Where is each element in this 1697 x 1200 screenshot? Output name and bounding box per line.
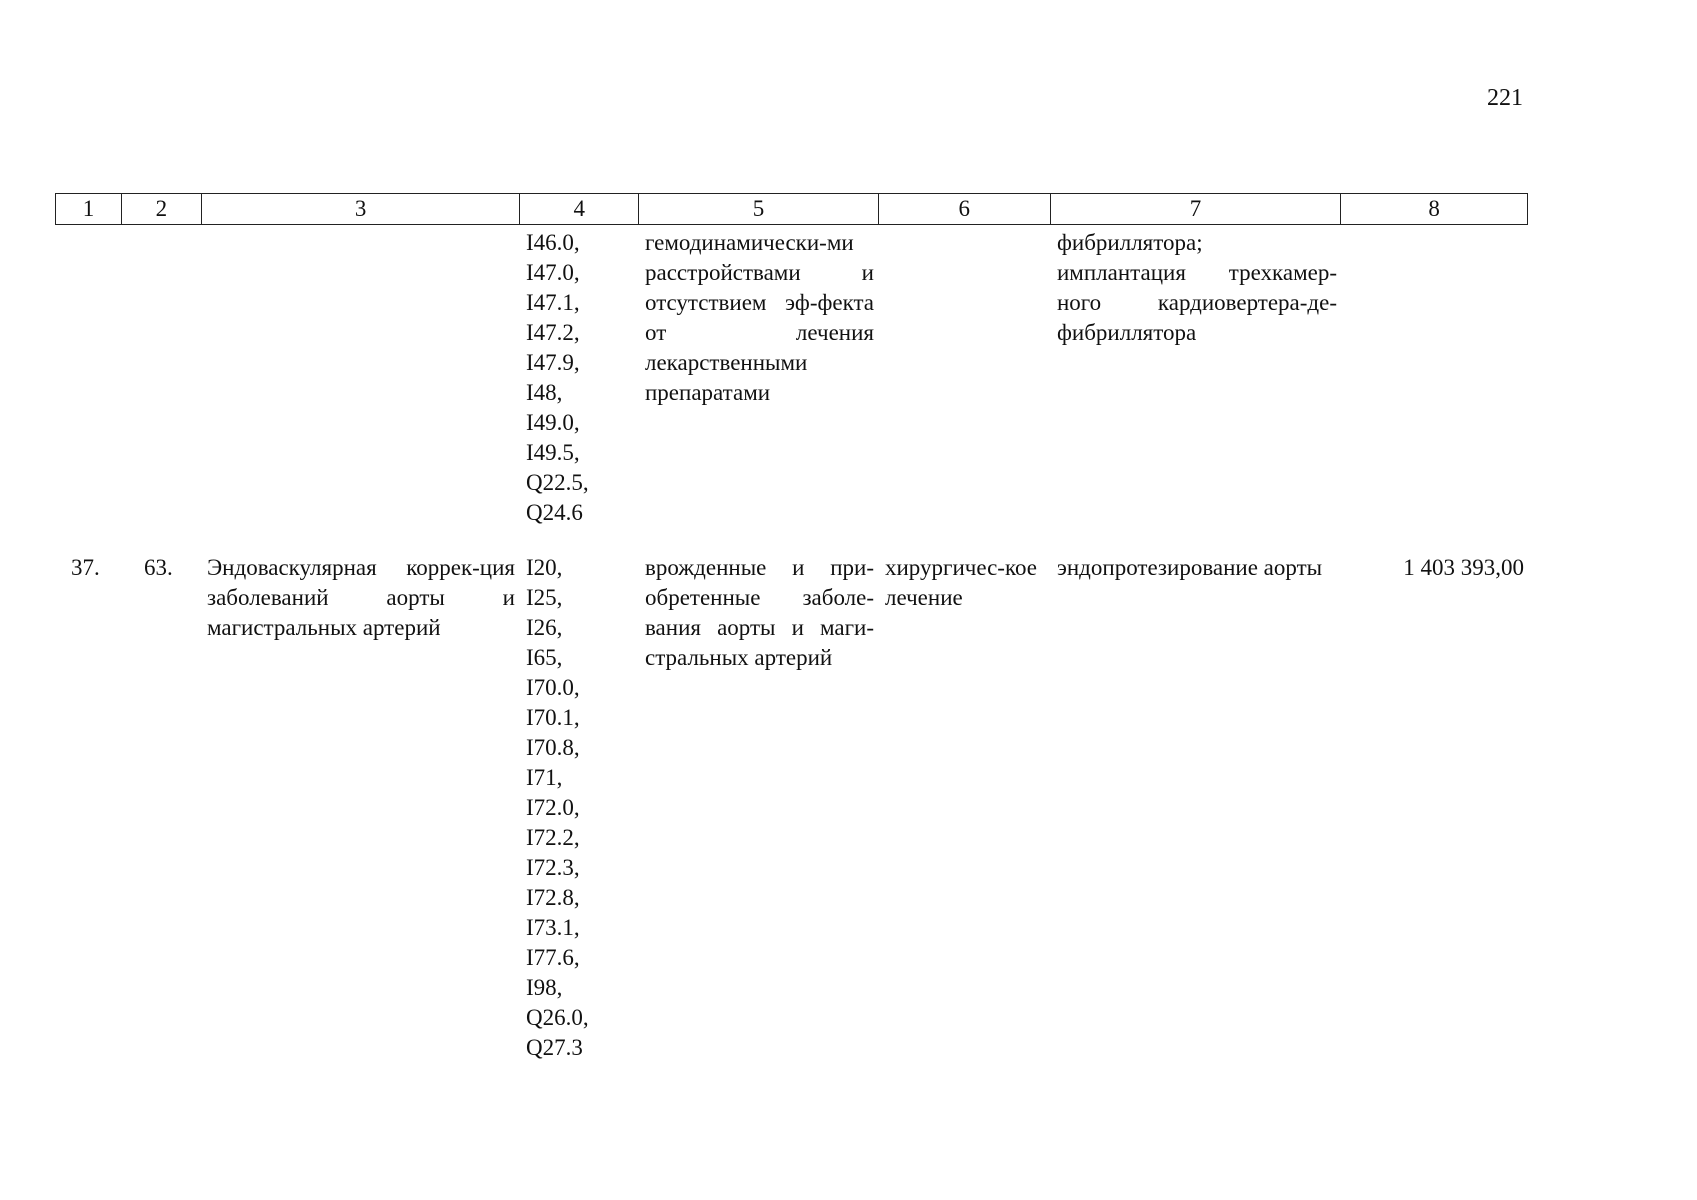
header-col-1: 1 [56,194,122,224]
care-profile-name: Эндоваскулярная коррек-ция заболеваний аорты и магистральных артерий [207,555,515,640]
icd-codes [520,228,639,528]
treatment-type: хирургичес-кое лечение [885,555,1037,610]
icd-code: I47.9, [526,350,580,375]
icd-code: I72.8, [526,885,580,910]
group-number: 63. [144,555,173,580]
header-col-6: 6 [879,194,1051,224]
icd-code: I72.3, [526,855,580,880]
icd-code: I26, [526,615,563,640]
table-row [55,228,1528,528]
icd-code: Q27.3 [526,1035,583,1060]
row-number [55,228,121,528]
table-row [55,553,1528,1063]
cost-value [1342,228,1528,528]
icd-codes [520,553,639,1063]
treatment-method: эндопротезирование аорты [1057,555,1323,580]
header-col-2: 2 [122,194,202,224]
icd-code: I46.0, [526,230,580,255]
group-number [121,228,201,528]
icd-code: I98, [526,975,563,1000]
row-number: 37. [71,555,100,580]
icd-code: I47.0, [526,260,580,285]
care-profile-name [201,228,520,528]
patient-model: гемодинамически-ми расстройствами и отсутствием эф-фекта от лечения лекарственными препаратами [645,230,874,405]
icd-code: Q22.5, [526,470,589,495]
page-number: 221 [1487,85,1523,111]
treatment-type [879,228,1051,528]
cost-value: 1 403 393,00 [1403,555,1524,580]
patient-model: врожденные и при-обретенные заболе-вания аорты и маги-стральных артерий [645,555,874,670]
icd-code: I72.2, [526,825,580,850]
icd-code: I49.0, [526,410,580,435]
treatment-method: фибриллятора; имплантация трехкамер-ного кардиовертера-де-фибриллятора [1057,230,1337,345]
icd-code: I70.8, [526,735,580,760]
icd-code: I70.0, [526,675,580,700]
header-col-7: 7 [1051,194,1342,224]
icd-code: I77.6, [526,945,580,970]
icd-code: I71, [526,765,563,790]
icd-code: I47.1, [526,290,580,315]
icd-code: Q24.6 [526,500,583,525]
icd-code: I47.2, [526,320,580,345]
header-col-8: 8 [1428,196,1440,221]
icd-code: I73.1, [526,915,580,940]
icd-code: I49.5, [526,440,580,465]
icd-code: I48, [526,380,563,405]
table-header-row [55,193,1528,225]
header-col-3: 3 [202,194,521,224]
icd-code: I72.0, [526,795,580,820]
header-col-4: 4 [520,194,639,224]
icd-code: I70.1, [526,705,580,730]
icd-code: Q26.0, [526,1005,589,1030]
header-col-5: 5 [639,194,879,224]
icd-code: I65, [526,645,563,670]
icd-code: I25, [526,585,563,610]
icd-code: I20, [526,555,563,580]
